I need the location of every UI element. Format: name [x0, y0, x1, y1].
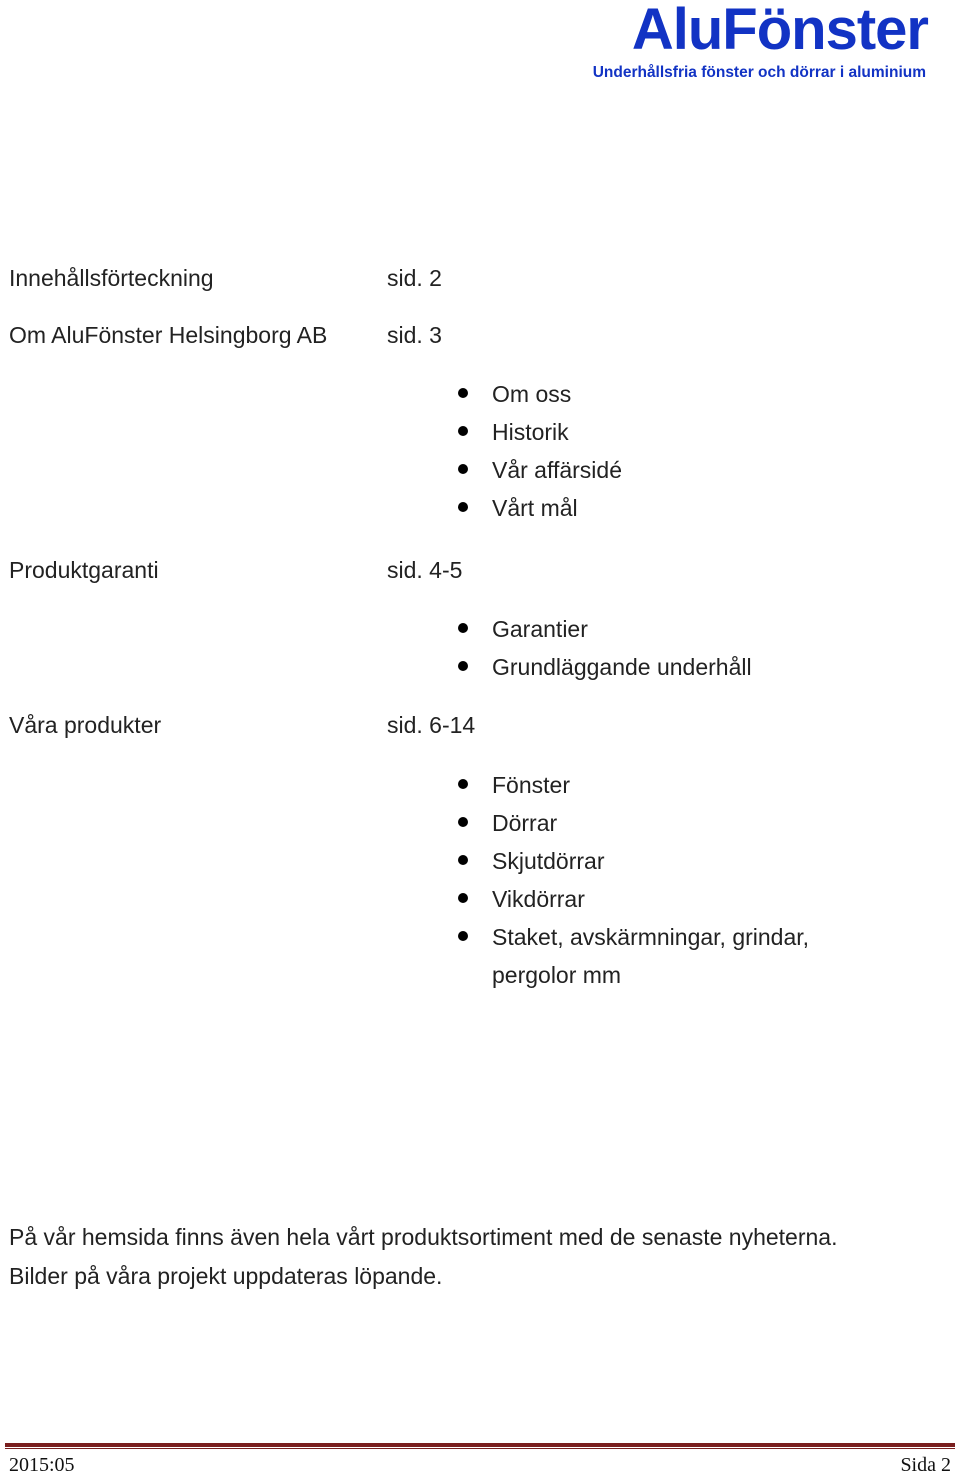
note-line: På vår hemsida finns även hela vårt produktsortiment med de senaste nyheterna. — [9, 1224, 838, 1250]
list-item: Grundläggande underhåll — [455, 648, 852, 686]
list-item: Vikdörrar — [455, 880, 852, 918]
list-item: Om oss — [455, 375, 852, 413]
toc-page: sid. 4-5 — [387, 557, 463, 583]
list-item: Vår affärsidé — [455, 451, 852, 489]
list-item: Historik — [455, 413, 852, 451]
about-bullet-list — [455, 375, 852, 527]
logo-tagline: Underhållsfria fönster och dörrar i aluminium — [592, 64, 926, 81]
list-item: Skjutdörrar — [455, 842, 852, 880]
footer-date: 2015:05 — [9, 1454, 75, 1476]
footer-divider-thin — [5, 1448, 955, 1449]
toc-label: Om AluFönster Helsingborg AB — [9, 322, 328, 348]
toc-label: Produktgaranti — [9, 557, 159, 583]
list-item: Staket, avskärmningar, grindar, pergolor mm — [455, 918, 852, 994]
products-bullet-list — [455, 766, 852, 994]
list-item: Dörrar — [455, 804, 852, 842]
toc-page: sid. 3 — [387, 322, 442, 348]
footer-divider — [5, 1443, 955, 1447]
note-line: Bilder på våra projekt uppdateras löpande. — [9, 1263, 443, 1289]
toc-page: sid. 2 — [387, 265, 442, 291]
toc-page: sid. 6-14 — [387, 712, 476, 738]
list-item: Vårt mål — [455, 489, 852, 527]
list-item: Garantier — [455, 610, 852, 648]
website-note — [9, 1218, 939, 1296]
toc-label: Våra produkter — [9, 712, 162, 738]
toc-label: Innehållsförteckning — [9, 265, 214, 291]
list-item: Fönster — [455, 766, 852, 804]
footer-page-number: Sida 2 — [900, 1454, 951, 1476]
logo-title: AluFönster — [631, 0, 928, 62]
warranty-bullet-list — [455, 610, 852, 686]
company-logo — [593, 0, 926, 82]
